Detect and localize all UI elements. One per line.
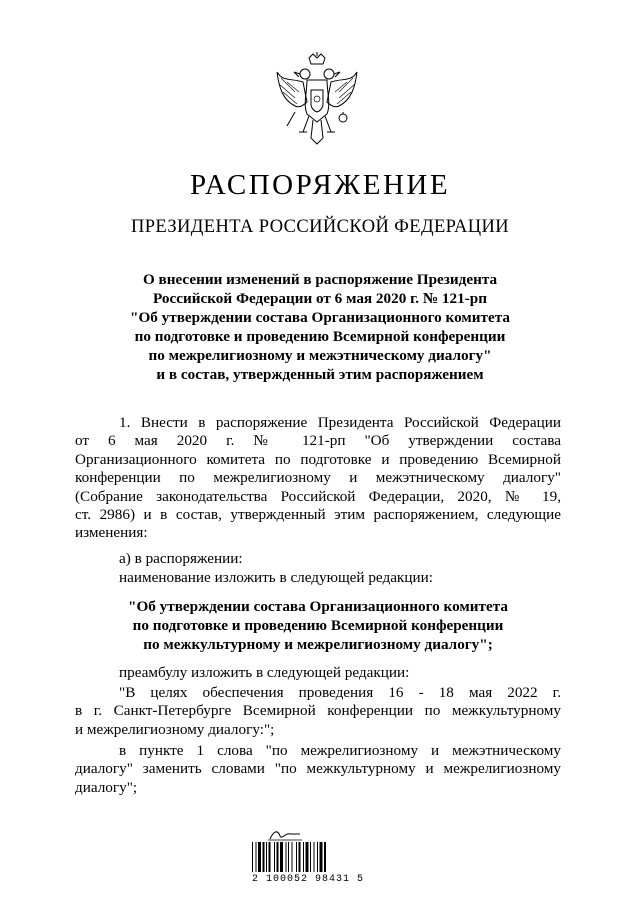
quote-line: по межкультурному и межрелигиозному диалогу"; xyxy=(143,636,493,653)
heading-line: Российской Федерации от 6 мая 2020 г. № 121-рп xyxy=(153,290,487,307)
point-1-change xyxy=(75,742,561,797)
quote-line: "Об утверждении состава Организационного комитета xyxy=(128,598,508,615)
text-line: от 6 мая 2020 г. № 121-рп "Об утверждении состава xyxy=(75,432,561,450)
barcode-bars xyxy=(252,842,372,872)
quote-line: по подготовке и проведению Всемирной конференции xyxy=(132,617,504,634)
text-line: а) в распоряжении: xyxy=(119,550,243,567)
document-heading xyxy=(100,270,540,384)
heading-line: по межрелигиозному и межэтническому диалогу" xyxy=(148,347,492,364)
text-line: диалогу" заменить словами "по межкультурному и межрелигиозному xyxy=(75,760,561,778)
text-line: ст. 2986) и в состав, утвержденный этим распоряжением, следующие xyxy=(75,506,561,524)
issuer-subtitle: ПРЕЗИДЕНТА РОССИЙСКОЙ ФЕДЕРАЦИИ xyxy=(130,217,510,237)
heading-line: и в состав, утвержденный этим распоряжением xyxy=(156,366,484,383)
preamble-text xyxy=(75,684,561,739)
item-a xyxy=(75,550,561,568)
paragraph-1 xyxy=(75,414,561,543)
coat-of-arms-emblem xyxy=(273,52,361,152)
text-line: преамбулу изложить в следующей редакции: xyxy=(119,664,410,681)
text-line: наименование изложить в следующей редакции: xyxy=(119,569,433,586)
document-barcode xyxy=(252,828,382,888)
text-line: 1. Внести в распоряжение Президента Российской Федерации xyxy=(119,414,561,431)
heading-line: О внесении изменений в распоряжение Президента xyxy=(142,271,498,288)
preamble-intro xyxy=(75,664,561,682)
text-line: конференции по межрелигиозному и межэтническому диалогу" xyxy=(75,469,561,487)
text-line: Организационного комитета по подготовке и проведению Всемирной xyxy=(75,450,561,468)
item-name xyxy=(75,569,561,587)
text-line: и межрелигиозному диалогу:"; xyxy=(75,720,275,738)
text-line: изменения: xyxy=(75,524,148,542)
text-line: (Собрание законодательства Российской Федерации, 2020, № 19, xyxy=(75,487,561,505)
barcode-number: 2 100052 98431 5 xyxy=(252,874,365,885)
text-line: "В целях обеспечения проведения 16 - 18 мая 2022 г. xyxy=(119,684,561,701)
document-type-title: РАСПОРЯЖЕНИЕ xyxy=(189,169,451,201)
text-line: диалогу"; xyxy=(75,778,138,796)
text-line: в пункте 1 слова "по межрелигиозному и межэтническому xyxy=(119,742,561,759)
heading-line: по подготовке и проведению Всемирной конференции xyxy=(134,328,506,345)
registration-mark-icon xyxy=(266,828,306,842)
text-line: в г. Санкт-Петербурге Всемирной конференции по межкультурному xyxy=(75,702,561,720)
new-title-quote xyxy=(75,597,561,654)
heading-line: "Об утверждении состава Организационного комитета xyxy=(130,309,510,326)
